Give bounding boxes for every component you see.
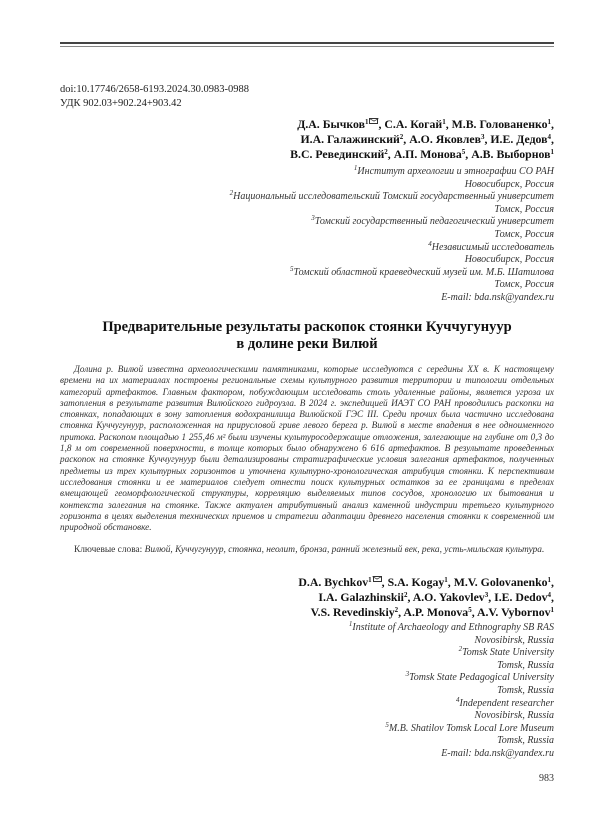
author-line (298, 605, 554, 620)
author-line (230, 132, 554, 147)
affiliation-city: Tomsk, Russia (497, 684, 554, 696)
author-name: A.P. Monova (403, 605, 469, 619)
affiliation-name: Tomsk State University (462, 647, 554, 659)
author-affiliation-mark: 1 (547, 576, 552, 584)
ru-affiliation-list (230, 166, 554, 305)
affiliation-org (298, 695, 554, 711)
keywords (74, 545, 554, 555)
email: E-mail: bda.nsk@yandex.ru (441, 291, 554, 303)
affiliation-mark: 4 (455, 695, 460, 704)
author-name: А.О. Яковлев (409, 132, 481, 146)
affiliation-city: Новосибирск, Россия (464, 178, 554, 190)
affiliation-org (230, 216, 554, 229)
envelope-icon (369, 118, 378, 124)
affiliation-mark: 3 (405, 670, 410, 679)
author-separator: , (551, 590, 554, 604)
author-name: A.V. Vybornov (476, 605, 551, 619)
affiliation-mark: 2 (229, 189, 234, 198)
author-separator: , (387, 147, 394, 161)
affiliation-name: Independent researcher (459, 697, 554, 709)
abstract: Долина р. Вилюй известна археологическими памятниками, которые исследуются с середины XX в. К настоящему времени на их материалах построены региональные схемы культурного развития территории и типологии отдельных категорий артефактов. Главным фактором, побуждающим исследовать столь удаленные районы, является угроза их затопления в результате развития Вилюйского гидроузла. В 2024 г. экспедицией ИАЭТ СО РАН проводились раскопки на стоянках, попадающих в зону затопления водохранилища Вилюйской ГЭС III. Среди прочих была частично исследована стоянка Куччугунуур, расположенная на прирусловой гриве левого берега р. Вилюй в месте впадения в нее одноименного притока. Раскопом площадью 1 255,46 м² были изучены культуросодержащие отложения, залегающие на глубине от 0,3 до 1,8 м от современной поверхности, в толще которых было обнаружено 6 616 артефактов. В результате проведенных раскопок на стоянке Куччугунуур были детализированы стратиграфические условия залегания артефактов, полученных предметы из трех культурных горизонтов и уточнена культурно-хронологическая атрибуция стоянки. К перспективам исследования стоянки и ее материалов следует отнести поиск культурных остатков за ее границами в пределах вмещающей геоморфологической структуры, корреляцию выделяемых типов сосудов, хронологию их бытования и контекста залегания на стоянке. Также актуален атрибутивный анализ каменной индустрии третьего культурного горизонта в целях выделения технических приемов и стратегии адаптации древнего населения стоянки к современной им природной обстановке. (60, 364, 554, 533)
author-name: A.O. Yakovlev (412, 590, 485, 604)
author-affiliation-mark: 3 (484, 591, 489, 599)
author-affiliation-mark: 1 (550, 148, 554, 156)
ru-author-list (230, 117, 554, 162)
affiliation-name: Томский государственный педагогический университет (314, 216, 554, 228)
author-affiliation-mark: 1 (442, 118, 446, 126)
affiliation-name: Tomsk State Pedagogical University (409, 672, 554, 684)
author-line (230, 117, 554, 132)
affiliation-org (230, 239, 554, 255)
affiliation-mark: 1 (353, 164, 358, 172)
author-separator: , (488, 590, 495, 604)
author-separator: , (378, 117, 385, 131)
affiliation-name: Институт археологии и этнографии СО РАН (357, 166, 554, 177)
affiliation-mark: 2 (458, 645, 463, 654)
author-name: А.В. Выборнов (471, 147, 551, 161)
author-affiliation-mark: 1 (364, 118, 369, 126)
author-separator: , (381, 575, 388, 589)
affiliation-org (230, 191, 554, 204)
author-name: С.А. Когай (384, 117, 443, 131)
affiliation-city: Tomsk, Russia (497, 659, 554, 671)
affiliation-name: Независимый исследователь (431, 241, 554, 253)
author-affiliation-mark: 1 (547, 118, 552, 126)
author-line (298, 590, 554, 605)
author-separator: , (484, 132, 491, 146)
author-affiliation-mark: 1 (368, 576, 372, 584)
affiliation-name: Institute of Archaeology and Ethnography SB RAS (352, 622, 554, 633)
affiliation-mark: 4 (428, 239, 432, 248)
author-line (298, 575, 554, 590)
author-line (230, 147, 554, 162)
author-affiliation-mark: 5 (468, 606, 472, 614)
author-name: И.Е. Дедов (490, 132, 548, 146)
author-affiliation-mark: 2 (394, 606, 399, 614)
affiliation-org (298, 647, 554, 660)
author-separator: , (471, 605, 477, 619)
keywords-value: Вилюй, Куччугунуур, стоянка, неолит, бронза, ранний железный век, река, усть-мильская культура. (144, 545, 545, 555)
udc: УДК 902.03+902.24+903.42 (60, 98, 182, 109)
author-affiliation-mark: 4 (547, 591, 552, 599)
affiliation-org (230, 264, 554, 280)
author-separator: , (551, 117, 554, 131)
author-name: Д.А. Бычков (297, 117, 365, 131)
affiliation-org (298, 672, 554, 685)
affiliation-mark: 5 (385, 720, 389, 729)
author-affiliation-mark: 2 (403, 591, 408, 599)
author-name: D.A. Bychkov (298, 575, 369, 589)
title-line: в долине реки Вилюй (236, 336, 378, 352)
author-separator: , (398, 605, 404, 619)
author-name: В.С. Ревединский (290, 147, 385, 161)
title-line: Предварительные результаты раскопок стоянки Куччугунуур (102, 319, 512, 335)
envelope-icon (373, 576, 382, 582)
author-name: I.E. Dedov (494, 590, 548, 604)
affiliation-org (298, 622, 554, 635)
affiliation-name: Национальный исследовательский Томский государственный университет (233, 191, 554, 203)
page-number: 983 (539, 773, 554, 784)
author-name: М.В. Голованенко (451, 117, 548, 131)
affiliation-city: Новосибирск, Россия (464, 254, 554, 266)
author-affiliation-mark: 5 (461, 148, 466, 156)
author-affiliation-mark: 3 (480, 133, 485, 141)
author-affiliation-mark: 1 (550, 606, 554, 614)
affiliation-city: Томск, Россия (494, 228, 554, 240)
author-separator: , (407, 590, 413, 604)
affiliation-city: Томск, Россия (494, 279, 554, 291)
author-separator: , (465, 147, 472, 161)
affiliation-org (298, 720, 554, 736)
article-title (60, 319, 554, 353)
author-name: M.V. Golovanenko (453, 575, 548, 589)
header-rule-thin (60, 46, 554, 47)
affiliation-mark: 1 (348, 620, 353, 628)
affiliation-city: Томск, Россия (494, 203, 554, 215)
author-name: S.A. Kogay (387, 575, 445, 589)
doi: doi:10.17746/2658-6193.2024.30.0983-0988 (60, 84, 249, 95)
ru-header (230, 117, 554, 305)
author-name: И.А. Галажинский (300, 132, 400, 146)
author-separator: , (551, 575, 554, 589)
en-affiliation-list (298, 622, 554, 761)
affiliation-name: Томский областной краеведческий музей им. М.Б. Шатилова (293, 266, 554, 278)
affiliation-city: Tomsk, Russia (497, 735, 554, 747)
en-header (298, 575, 554, 761)
en-author-list (298, 575, 554, 620)
author-name: V.S. Revedinskiy (310, 605, 395, 619)
author-affiliation-mark: 2 (384, 148, 388, 156)
email: E-mail: bda.nsk@yandex.ru (441, 747, 554, 759)
author-separator: , (447, 575, 454, 589)
author-name: А.П. Монова (393, 147, 462, 161)
author-affiliation-mark: 2 (399, 133, 404, 141)
author-name: I.A. Galazhinskii (318, 590, 404, 604)
keywords-label: Ключевые слова: (74, 545, 143, 555)
affiliation-name: M.B. Shatilov Tomsk Local Lore Museum (388, 722, 554, 734)
author-separator: , (403, 132, 410, 146)
author-affiliation-mark: 1 (444, 576, 448, 584)
affiliation-org (230, 166, 554, 179)
author-affiliation-mark: 4 (547, 133, 552, 141)
affiliation-mark: 3 (311, 214, 315, 223)
affiliation-city: Novosibirsk, Russia (474, 710, 554, 722)
author-separator: , (551, 132, 554, 146)
header-rule (60, 42, 554, 44)
affiliation-city: Novosibirsk, Russia (474, 634, 554, 646)
author-separator: , (445, 117, 452, 131)
affiliation-mark: 5 (289, 264, 294, 273)
